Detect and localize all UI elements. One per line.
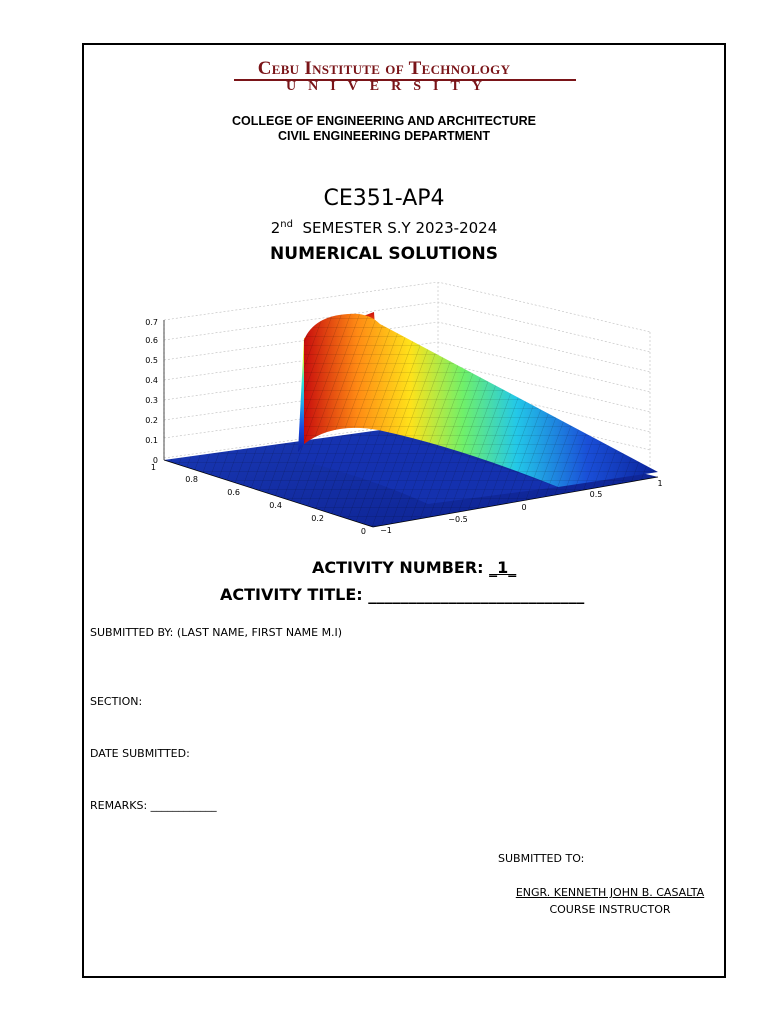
- activity-title-value: ___________________________: [368, 585, 585, 604]
- surface-plot-figure: [128, 282, 668, 542]
- z-tick-label: 0.5: [145, 356, 158, 365]
- x-tick-label: 1: [657, 479, 663, 488]
- institution-logo-name: [0, 58, 768, 80]
- submitted-by-label: SUBMITTED BY: (LAST NAME, FIRST NAME M.I): [90, 626, 343, 639]
- department-name: CIVIL ENGINEERING DEPARTMENT: [277, 129, 491, 143]
- y-tick-label: 0.8: [185, 475, 198, 484]
- semester-ordinal: 2: [270, 219, 281, 237]
- y-tick-label: 0: [360, 527, 366, 536]
- instructor-role: COURSE INSTRUCTOR: [549, 903, 671, 916]
- z-tick-label: 0.4: [145, 376, 158, 385]
- y-tick-label: 0.4: [269, 501, 282, 510]
- section-label: SECTION:: [90, 695, 143, 708]
- course-title: NUMERICAL SOLUTIONS: [270, 244, 498, 264]
- course-code: CE351-AP4: [323, 186, 445, 211]
- x-tick-label: 0.5: [589, 490, 603, 499]
- x-tick-label: 0: [521, 503, 527, 512]
- x-tick-label: −1: [380, 526, 392, 535]
- y-tick-label: 0.6: [227, 488, 240, 497]
- college-heading: [0, 114, 768, 144]
- college-name: COLLEGE OF ENGINEERING AND ARCHITECTURE: [232, 114, 536, 128]
- activity-number: [312, 558, 516, 577]
- activity-number-value: _1_: [489, 558, 517, 577]
- activity-number-label: ACTIVITY NUMBER:: [312, 558, 484, 577]
- semester-text: SEMESTER S.Y 2023-2024: [302, 219, 498, 237]
- z-tick-label: 0.3: [145, 396, 158, 405]
- z-tick-label: 0.2: [145, 416, 158, 425]
- remarks-label: REMARKS: ____________: [90, 799, 217, 812]
- activity-title-label: ACTIVITY TITLE:: [220, 585, 363, 604]
- z-tick-label: 0: [152, 456, 158, 465]
- z-tick-label: 0.7: [145, 318, 158, 327]
- submitted-to-label: SUBMITTED TO:: [498, 852, 585, 865]
- activity-title: [220, 585, 584, 604]
- institution-subtitle: UNIVERSITY: [286, 79, 494, 94]
- y-tick-label: 1: [150, 463, 156, 472]
- institution-name: Cebu Institute of Technology: [257, 58, 511, 79]
- z-tick-label: 0.6: [145, 336, 158, 345]
- z-tick-label: 0.1: [145, 436, 158, 445]
- semester-line: [0, 219, 768, 237]
- y-tick-label: 0.2: [311, 514, 324, 523]
- semester-suffix: nd: [280, 219, 293, 230]
- x-tick-label: −0.5: [448, 515, 468, 524]
- instructor-name: ENGR. KENNETH JOHN B. CASALTA: [515, 886, 705, 899]
- date-submitted-label: DATE SUBMITTED:: [90, 747, 190, 760]
